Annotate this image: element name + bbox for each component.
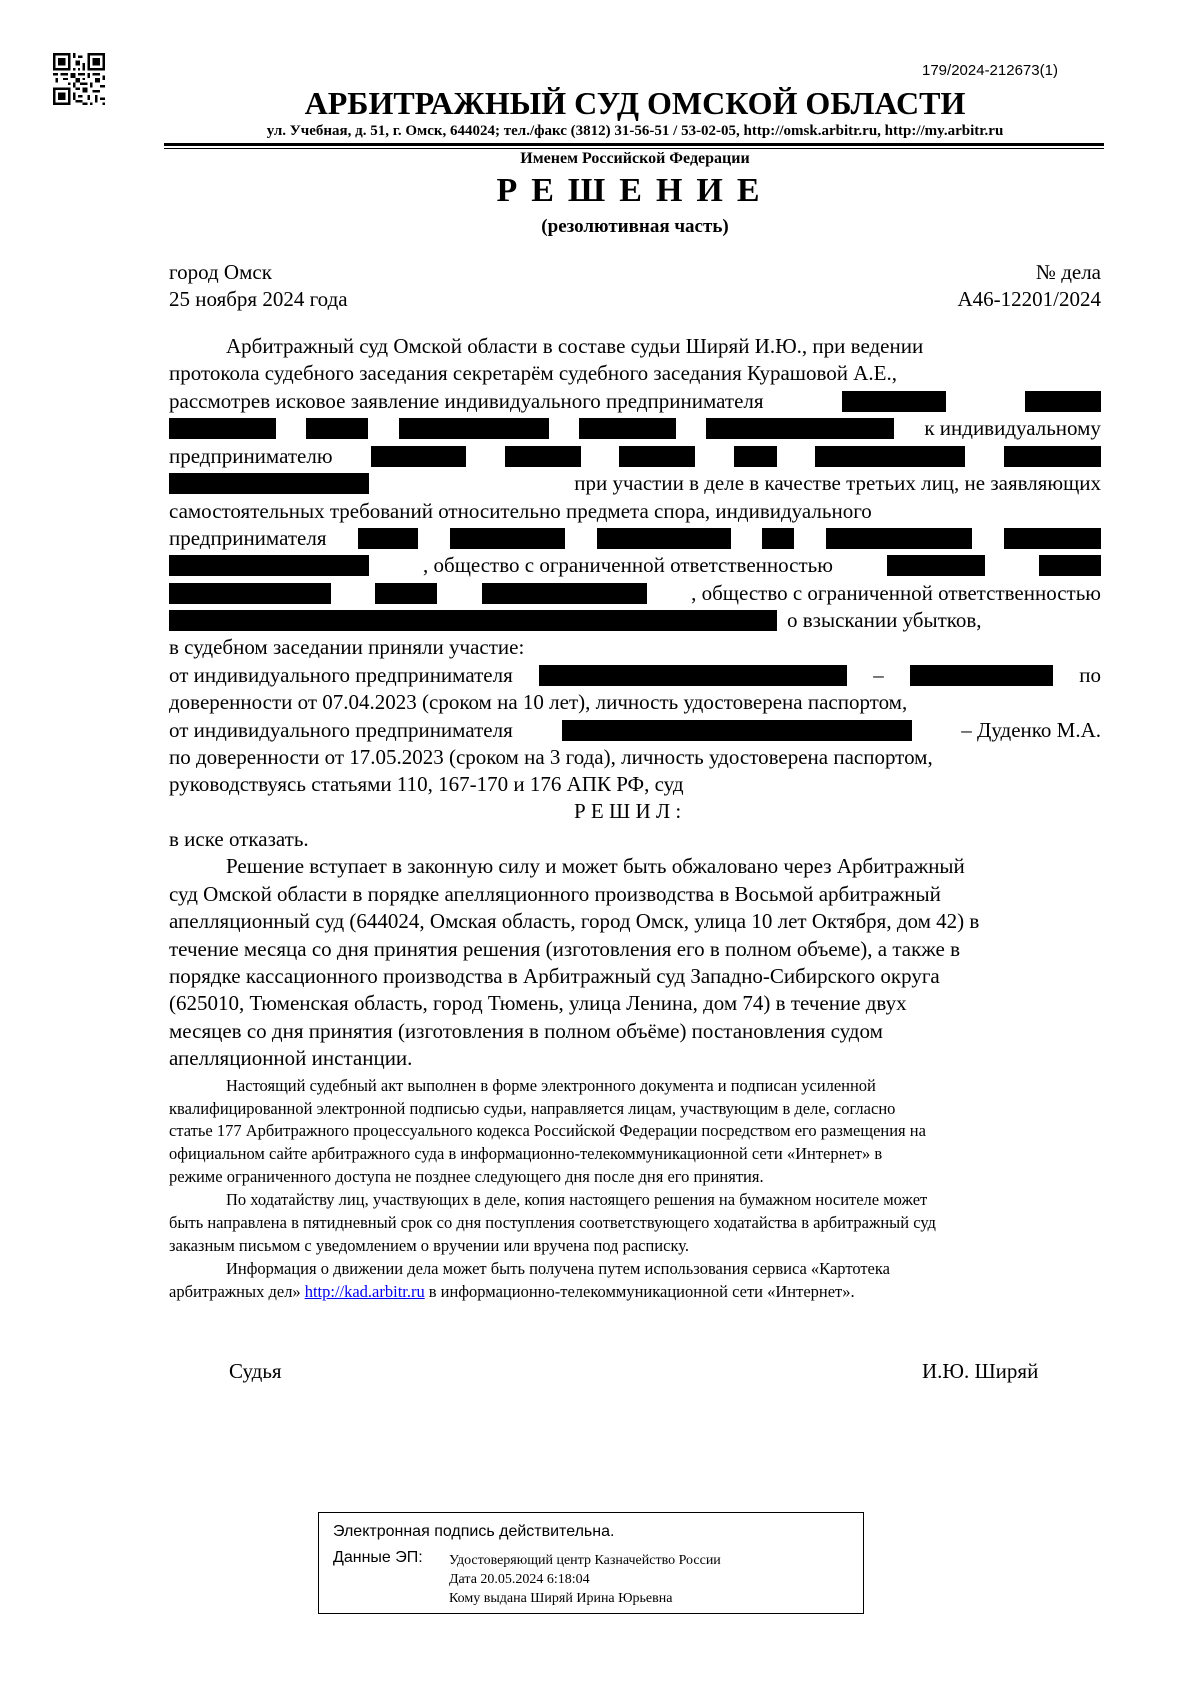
redaction-box <box>169 610 777 631</box>
verdict: в иске отказать. <box>169 827 309 851</box>
e-signature-stamp <box>318 1512 864 1614</box>
paragraph-line: самостоятельных требований относительно предмета спора, индивидуального <box>169 499 872 523</box>
case-label: № дела <box>1035 260 1101 284</box>
signature-name: И.Ю. Ширяй <box>922 1359 1039 1383</box>
appeal-line: течение месяца со дня принятия решения (изготовления его в полном объеме), а также в <box>169 937 961 961</box>
paragraph-line: в судебном заседании приняли участие: <box>169 635 525 659</box>
notice-line: квалифицированной электронной подписью судьи, направляется лицам, участвующим в деле, согласно <box>169 1099 896 1118</box>
meta-row-1 <box>169 259 1101 286</box>
city: город Омск <box>169 260 272 284</box>
redaction-box <box>505 446 581 467</box>
redaction-box <box>842 391 946 412</box>
redaction-box <box>579 418 676 439</box>
paragraph-line: предпринимателю <box>169 443 1101 470</box>
redaction-box <box>1004 446 1101 467</box>
name-of-federation: Именем Российской Федерации <box>520 150 750 167</box>
redaction-box <box>1039 555 1101 576</box>
stamp-header: Электронная подпись действительна. <box>333 1523 615 1540</box>
notice-line: официальном сайте арбитражного суда в информационно-телекоммуникационной сети «Интернет» в <box>169 1144 883 1163</box>
redaction-box <box>887 555 985 576</box>
stamp-date: Дата 20.05.2024 6:18:04 <box>449 1572 590 1587</box>
decision-date: 25 ноября 2024 года <box>169 287 348 311</box>
redaction-box <box>1025 391 1101 412</box>
paragraph-line: от индивидуального предпринимателя – Дуденко М.А. <box>169 718 1101 742</box>
court-address: ул. Учебная, д. 51, г. Омск, 644024; тел./факс (3812) 31-56-51 / 53-02-05, http://omsk.arbitr.ru, http://my.arbitr.ru <box>266 123 1004 139</box>
redaction-box <box>375 583 437 604</box>
appeal-line: суд Омской области в порядке апелляционного производства в Восьмой арбитражный <box>169 882 941 906</box>
redaction-box <box>1004 528 1101 549</box>
appeal-line: апелляционной инстанции. <box>169 1046 413 1070</box>
stamp-issuer: Удостоверяющий центр Казначейство России <box>449 1553 721 1568</box>
notice-line: Информация о движении дела может быть получена путем использования сервиса «Картотека <box>226 1259 890 1278</box>
notice-line: По ходатайству лиц, участвующих в деле, копия настоящего решения на бумажном носителе может <box>226 1190 928 1209</box>
signature-role: Судья <box>229 1359 282 1383</box>
redaction-box <box>815 446 965 467</box>
paragraph-line: при участии в деле в качестве третьих лиц, не заявляющих <box>169 470 1101 497</box>
paragraph-line: доверенности от 07.04.2023 (сроком на 10 лет), личность удостоверена паспортом, <box>169 690 908 714</box>
stamp-label: Данные ЭП: <box>333 1549 423 1566</box>
notice-line: быть направлена в пятидневный срок со дня поступления соответствующего ходатайства в арбитражный суд <box>169 1213 936 1232</box>
appeal-line: месяцев со дня принятия (изготовления в полном объёме) постановления судом <box>169 1019 883 1043</box>
notice-line: заказным письмом с уведомлением о вручении или вручена под расписку. <box>169 1236 689 1255</box>
redaction-box <box>539 665 847 686</box>
redaction-box <box>169 418 276 439</box>
redaction-box <box>371 446 466 467</box>
redaction-box <box>734 446 777 467</box>
redaction-box <box>706 418 894 439</box>
redaction-box <box>597 528 731 549</box>
meta-row-2 <box>169 286 1101 313</box>
redaction-box <box>762 528 794 549</box>
paragraph-line: рассмотрев исковое заявление индивидуального предпринимателя <box>169 388 1101 415</box>
paragraph-line: Арбитражный суд Омской области в составе судьи Ширяй И.Ю., при ведении <box>226 334 924 358</box>
document-title: РЕШЕНИЕ <box>496 172 774 209</box>
paragraph-line: к индивидуальному <box>169 415 1101 442</box>
kad-arbitr-link[interactable]: http://kad.arbitr.ru <box>304 1282 425 1301</box>
paragraph-line: о взыскании убытков, <box>169 607 1101 634</box>
notice-line: статье 177 Арбитражного процессуального кодекса Российской Федерации посредством его размещения на <box>169 1121 926 1140</box>
redaction-box <box>619 446 695 467</box>
redaction-box <box>826 528 972 549</box>
decided-heading: Р Е Ш И Л : <box>574 799 682 823</box>
redaction-box <box>358 528 418 549</box>
header-rule-thick <box>164 143 1104 146</box>
redaction-box <box>910 665 1053 686</box>
notice-line: Настоящий судебный акт выполнен в форме электронного документа и подписан усиленной <box>226 1076 876 1095</box>
redaction-box <box>399 418 549 439</box>
redaction-box <box>450 528 565 549</box>
notice-line: арбитражных дел» http://kad.arbitr.ru в информационно-телекоммуникационной сети «Интернет». <box>169 1282 855 1301</box>
stamp-owner: Кому выдана Ширяй Ирина Юрьевна <box>449 1591 673 1606</box>
paragraph-line: протокола судебного заседания секретарём судебного заседания Курашовой А.Е., <box>169 361 897 385</box>
redaction-box <box>562 720 912 741</box>
appeal-line: (625010, Тюменская область, город Тюмень, улица Ленина, дом 74) в течение двух <box>169 991 907 1015</box>
paragraph-line: от индивидуального предпринимателя – по <box>169 663 1101 687</box>
paragraph-line: по доверенности от 17.05.2023 (сроком на 3 года), личность удостоверена паспортом, <box>169 745 933 769</box>
redaction-box <box>169 473 369 494</box>
header-rule-thin <box>164 148 1104 149</box>
redaction-box <box>482 583 647 604</box>
redaction-box <box>169 555 369 576</box>
paragraph-line: , общество с ограниченной ответственностью <box>169 552 1101 579</box>
paragraph-line: руководствуясь статьями 110, 167-170 и 176 АПК РФ, суд <box>169 772 684 796</box>
case-number: А46-12201/2024 <box>957 287 1101 311</box>
appeal-line: апелляционный суд (644024, Омская область, город Омск, улица 10 лет Октября, дом 42) в <box>169 909 980 933</box>
court-name: АРБИТРАЖНЫЙ СУД ОМСКОЙ ОБЛАСТИ <box>304 85 966 121</box>
document-subtitle: (резолютивная часть) <box>541 216 729 237</box>
redaction-box <box>306 418 368 439</box>
document-code: 179/2024-212673(1) <box>922 62 1058 79</box>
paragraph-line: предпринимателя <box>169 525 1101 552</box>
appeal-line: порядке кассационного производства в Арбитражный суд Западно-Сибирского округа <box>169 964 940 988</box>
appeal-line: Решение вступает в законную силу и может быть обжаловано через Арбитражный <box>226 854 965 878</box>
redaction-box <box>169 583 331 604</box>
notice-line: режиме ограниченного доступа не позднее следующего дня после дня его принятия. <box>169 1167 764 1186</box>
paragraph-line: , общество с ограниченной ответственностью <box>169 580 1101 607</box>
